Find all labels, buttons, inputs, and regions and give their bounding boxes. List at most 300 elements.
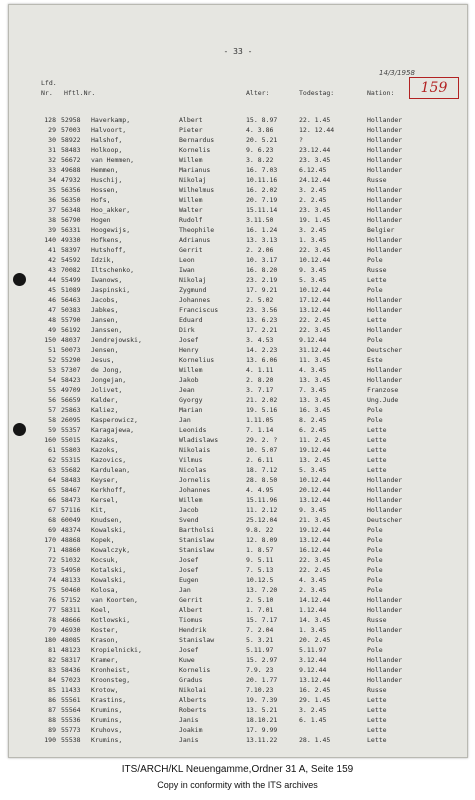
cell-vorname: Jean: [179, 386, 195, 394]
table-row: [9, 415, 467, 425]
cell-name: Haverkamp,: [91, 116, 131, 124]
header-nr: Nr.: [41, 89, 53, 97]
cell-birth-date: 10. 3.17: [246, 256, 278, 264]
cell-lfd: 46: [48, 296, 56, 304]
cell-lfd: 73: [48, 566, 56, 574]
cell-hftl-nr: 55499: [61, 276, 81, 284]
cell-birth-date: 12. 8.09: [246, 536, 278, 544]
table-row: [9, 355, 467, 365]
cell-birth-date: 23. 3.56: [246, 306, 278, 314]
cell-lfd: 87: [48, 706, 56, 714]
cell-lfd: 140: [44, 236, 56, 244]
cell-name: Iltschenko,: [91, 266, 135, 274]
cell-birth-date: 1. 8.57: [246, 546, 274, 554]
table-row: [9, 535, 467, 545]
cell-name: Karagajewa,: [91, 426, 135, 434]
cell-vorname: Iwan: [179, 266, 195, 274]
cell-hftl-nr: 55536: [61, 716, 81, 724]
cell-birth-date: 13.11.22: [246, 736, 278, 744]
table-row: [9, 285, 467, 295]
cell-birth-date: 7. 1.14: [246, 426, 274, 434]
table-row: [9, 595, 467, 605]
cell-hftl-nr: 52958: [61, 116, 81, 124]
cell-nation: Hollander: [367, 326, 403, 334]
cell-name: Kazaks,: [91, 436, 119, 444]
cell-death-date: 10.12.44: [299, 476, 331, 484]
cell-birth-date: 2. 5.10: [246, 596, 274, 604]
cell-lfd: 51: [48, 346, 56, 354]
cell-birth-date: 15.11.14: [246, 206, 278, 214]
cell-lfd: 74: [48, 576, 56, 584]
cell-vorname: Johannes: [179, 486, 211, 494]
cell-hftl-nr: 49709: [61, 386, 81, 394]
cell-vorname: Svend: [179, 516, 199, 524]
cell-death-date: 21. 3.45: [299, 516, 331, 524]
cell-lfd: 68: [48, 516, 56, 524]
cell-nation: Este: [367, 356, 383, 364]
cell-death-date: 4. 3.45: [299, 576, 327, 584]
header-lfd: Lfd.: [41, 79, 57, 87]
cell-lfd: 34: [48, 176, 56, 184]
cell-hftl-nr: 56672: [61, 156, 81, 164]
table-row: [9, 635, 467, 645]
cell-birth-date: 13. 3.13: [246, 236, 278, 244]
cell-death-date: 7. 3.45: [299, 386, 327, 394]
cell-lfd: 42: [48, 256, 56, 264]
cell-death-date: 9.12.44: [299, 666, 327, 674]
cell-hftl-nr: 56192: [61, 326, 81, 334]
cell-name: Kowalski,: [91, 526, 127, 534]
footer-source: ITS/ARCH/KL Neuengamme,Ordner 31 A, Seite 159: [121, 764, 354, 775]
cell-name: Holkoop,: [91, 146, 123, 154]
cell-hftl-nr: 51089: [61, 286, 81, 294]
cell-birth-date: 2. 8.20: [246, 376, 274, 384]
cell-lfd: 150: [44, 336, 56, 344]
cell-name: Krumins,: [91, 736, 123, 744]
cell-birth-date: 15. 2.97: [246, 656, 278, 664]
cell-lfd: 55: [48, 386, 56, 394]
cell-hftl-nr: 47932: [61, 176, 81, 184]
cell-nation: Hollander: [367, 146, 403, 154]
cell-name: Kit,: [91, 506, 107, 514]
cell-vorname: Kornelis: [179, 146, 211, 154]
cell-name: Kotalski,: [91, 566, 127, 574]
cell-nation: Ung.Jude: [367, 396, 399, 404]
table-row: [9, 495, 467, 505]
cell-hftl-nr: 55773: [61, 726, 81, 734]
cell-lfd: 43: [48, 266, 56, 274]
cell-hftl-nr: 50073: [61, 346, 81, 354]
cell-nation: Hollander: [367, 606, 403, 614]
cell-lfd: 78: [48, 616, 56, 624]
cell-vorname: Alberts: [179, 696, 207, 704]
cell-name: Kazovics,: [91, 456, 127, 464]
cell-lfd: 37: [48, 206, 56, 214]
cell-name: Kowalczyk,: [91, 546, 131, 554]
table-row: [9, 215, 467, 225]
cell-nation: Lette: [367, 456, 387, 464]
cell-hftl-nr: 48085: [61, 636, 81, 644]
cell-hftl-nr: 58473: [61, 496, 81, 504]
cell-lfd: 67: [48, 506, 56, 514]
cell-nation: Russe: [367, 616, 387, 624]
cell-death-date: 13. 3.45: [299, 396, 331, 404]
table-row: [9, 735, 467, 745]
cell-nation: Pole: [367, 646, 383, 654]
cell-birth-date: 19. 5.16: [246, 406, 278, 414]
cell-death-date: 16. 3.45: [299, 406, 331, 414]
cell-lfd: 52: [48, 356, 56, 364]
cell-vorname: Gerrit: [179, 596, 203, 604]
cell-lfd: 88: [48, 716, 56, 724]
cell-lfd: 76: [48, 596, 56, 604]
cell-birth-date: 7.9. 23: [246, 666, 274, 674]
cell-hftl-nr: 26095: [61, 416, 81, 424]
cell-hftl-nr: 51032: [61, 556, 81, 564]
cell-death-date: 1.12.44: [299, 606, 327, 614]
cell-vorname: Josef: [179, 646, 199, 654]
table-row: [9, 475, 467, 485]
cell-hftl-nr: 57307: [61, 366, 81, 374]
cell-lfd: 180: [44, 636, 56, 644]
cell-death-date: 9.12.44: [299, 336, 327, 344]
cell-birth-date: 7. 2.04: [246, 626, 274, 634]
cell-vorname: Willem: [179, 496, 203, 504]
cell-hftl-nr: 48123: [61, 646, 81, 654]
cell-nation: Lette: [367, 446, 387, 454]
document-page: [8, 4, 468, 758]
cell-death-date: 4. 3.45: [299, 366, 327, 374]
table-row: [9, 275, 467, 285]
cell-vorname: Albert: [179, 116, 203, 124]
cell-vorname: Janis: [179, 736, 199, 744]
cell-vorname: Willem: [179, 196, 203, 204]
cell-nation: Pole: [367, 536, 383, 544]
cell-lfd: 47: [48, 306, 56, 314]
prisoner-table: [9, 115, 467, 745]
cell-death-date: 3. 2.45: [299, 706, 327, 714]
cell-name: Hoo_akker,: [91, 206, 131, 214]
cell-nation: Hollander: [367, 166, 403, 174]
cell-hftl-nr: 58317: [61, 656, 81, 664]
cell-nation: Pole: [367, 416, 383, 424]
cell-birth-date: 10.12.5: [246, 576, 274, 584]
cell-death-date: 22. 3.45: [299, 246, 331, 254]
cell-lfd: 170: [44, 536, 56, 544]
table-row: [9, 605, 467, 615]
cell-death-date: 10.12.44: [299, 286, 331, 294]
cell-birth-date: 4. 3.86: [246, 126, 274, 134]
cell-death-date: 6. 1.45: [299, 716, 327, 724]
cell-vorname: Jan: [179, 586, 191, 594]
cell-name: Krotow,: [91, 686, 119, 694]
table-row: [9, 615, 467, 625]
cell-death-date: 24.12.44: [299, 176, 331, 184]
cell-death-date: 10.12.44: [299, 256, 331, 264]
cell-hftl-nr: 58467: [61, 486, 81, 494]
cell-vorname: Bartholsi: [179, 526, 215, 534]
cell-vorname: Joakim: [179, 726, 203, 734]
cell-nation: Hollander: [367, 246, 403, 254]
cell-death-date: 11. 3.45: [299, 356, 331, 364]
table-row: [9, 345, 467, 355]
cell-birth-date: 4. 4.95: [246, 486, 274, 494]
table-row: [9, 265, 467, 275]
table-row: [9, 485, 467, 495]
cell-lfd: 31: [48, 146, 56, 154]
cell-lfd: 53: [48, 366, 56, 374]
cell-birth-date: 21. 2.02: [246, 396, 278, 404]
cell-birth-date: 28. 8.50: [246, 476, 278, 484]
cell-lfd: 45: [48, 286, 56, 294]
cell-hftl-nr: 55790: [61, 316, 81, 324]
cell-vorname: Dirk: [179, 326, 195, 334]
cell-nation: Hollander: [367, 376, 403, 384]
cell-hftl-nr: 58311: [61, 606, 81, 614]
cell-birth-date: 19. 7.39: [246, 696, 278, 704]
cell-birth-date: 14. 2.23: [246, 346, 278, 354]
cell-nation: Pole: [367, 526, 383, 534]
table-row: [9, 385, 467, 395]
table-row: [9, 145, 467, 155]
cell-name: Hoogewijs,: [91, 226, 131, 234]
cell-birth-date: 15.11.96: [246, 496, 278, 504]
cell-birth-date: 16. 7.03: [246, 166, 278, 174]
cell-nation: Hollander: [367, 156, 403, 164]
cell-death-date: 5.11.97: [299, 646, 327, 654]
cell-hftl-nr: 56348: [61, 206, 81, 214]
cell-name: Jendrejowski,: [91, 336, 142, 344]
cell-vorname: Stanislaw: [179, 536, 215, 544]
cell-lfd: 86: [48, 696, 56, 704]
cell-nation: Hollander: [367, 196, 403, 204]
cell-birth-date: 18.10.21: [246, 716, 278, 724]
cell-vorname: Kuwe: [179, 656, 195, 664]
cell-birth-date: 15. 8.97: [246, 116, 278, 124]
cell-nation: Hollander: [367, 476, 403, 484]
cell-name: Jensen,: [91, 346, 119, 354]
cell-birth-date: 7.10.23: [246, 686, 274, 694]
cell-lfd: 48: [48, 316, 56, 324]
cell-name: Hemmen,: [91, 166, 119, 174]
cell-vorname: Jakob: [179, 376, 199, 384]
cell-hftl-nr: 57116: [61, 506, 81, 514]
cell-death-date: 13.12.44: [299, 536, 331, 544]
cell-death-date: 13.12.44: [299, 496, 331, 504]
cell-vorname: Jan: [179, 416, 191, 424]
cell-birth-date: 15. 7.17: [246, 616, 278, 624]
cell-birth-date: 17. 9.21: [246, 286, 278, 294]
table-row: [9, 165, 467, 175]
cell-death-date: 17.12.44: [299, 296, 331, 304]
cell-hftl-nr: 58483: [61, 476, 81, 484]
table-row: [9, 175, 467, 185]
cell-name: Kropielnicki,: [91, 646, 142, 654]
cell-name: van Koorten,: [91, 596, 138, 604]
cell-lfd: 89: [48, 726, 56, 734]
cell-death-date: 13. 3.45: [299, 376, 331, 384]
cell-hftl-nr: 55803: [61, 446, 81, 454]
table-row: [9, 645, 467, 655]
cell-hftl-nr: 58397: [61, 246, 81, 254]
cell-nation: Pole: [367, 406, 383, 414]
cell-name: Kasperowicz,: [91, 416, 138, 424]
table-row: [9, 565, 467, 575]
cell-lfd: 62: [48, 456, 56, 464]
cell-hftl-nr: 58922: [61, 136, 81, 144]
cell-name: Kalder,: [91, 396, 119, 404]
cell-birth-date: 10. 5.07: [246, 446, 278, 454]
table-row: [9, 315, 467, 325]
cell-name: Kaliez,: [91, 406, 119, 414]
cell-nation: Hollander: [367, 306, 403, 314]
cell-name: Kardulean,: [91, 466, 131, 474]
cell-name: de Jong,: [91, 366, 123, 374]
cell-hftl-nr: 55564: [61, 706, 81, 714]
cell-lfd: 77: [48, 606, 56, 614]
cell-vorname: Albert: [179, 606, 203, 614]
cell-nation: Hollander: [367, 296, 403, 304]
cell-vorname: Josef: [179, 336, 199, 344]
cell-vorname: Eugen: [179, 576, 199, 584]
cell-death-date: 5. 3.45: [299, 276, 327, 284]
cell-nation: Hollander: [367, 506, 403, 514]
cell-name: Koel,: [91, 606, 111, 614]
cell-vorname: Marianus: [179, 166, 211, 174]
cell-birth-date: 10.11.16: [246, 176, 278, 184]
cell-nation: Lette: [367, 736, 387, 744]
cell-vorname: Kornelis: [179, 666, 211, 674]
table-row: [9, 455, 467, 465]
cell-name: Krastins,: [91, 696, 127, 704]
cell-death-date: 12. 12.44: [299, 126, 335, 134]
table-row: [9, 325, 467, 335]
cell-vorname: Hendrik: [179, 626, 207, 634]
cell-lfd: 41: [48, 246, 56, 254]
cell-hftl-nr: 48666: [61, 616, 81, 624]
cell-nation: Lette: [367, 466, 387, 474]
cell-lfd: 83: [48, 666, 56, 674]
cell-nation: Deutscher: [367, 346, 403, 354]
cell-vorname: Johannes: [179, 296, 211, 304]
cell-name: Kotlowski,: [91, 616, 131, 624]
cell-birth-date: 1. 7.01: [246, 606, 274, 614]
cell-birth-date: 3. 4.53: [246, 336, 274, 344]
cell-vorname: Leon: [179, 256, 195, 264]
cell-nation: Pole: [367, 336, 383, 344]
date-stamp: 14/3/1958: [379, 69, 415, 77]
cell-nation: Russe: [367, 686, 387, 694]
table-row: [9, 375, 467, 385]
cell-name: Hofkens,: [91, 236, 123, 244]
table-row: [9, 395, 467, 405]
table-row: [9, 245, 467, 255]
cell-hftl-nr: 58423: [61, 376, 81, 384]
cell-birth-date: 13. 7.20: [246, 586, 278, 594]
cell-lfd: 69: [48, 526, 56, 534]
cell-birth-date: 17. 2.21: [246, 326, 278, 334]
cell-name: Krason,: [91, 636, 119, 644]
table-row: [9, 205, 467, 215]
cell-nation: Lette: [367, 726, 387, 734]
cell-hftl-nr: 48133: [61, 576, 81, 584]
cell-nation: Hollander: [367, 216, 403, 224]
cell-name: Kroonsteg,: [91, 676, 131, 684]
cell-name: Jacobs,: [91, 296, 119, 304]
cell-vorname: Kornelius: [179, 356, 215, 364]
cell-name: Halshof,: [91, 136, 123, 144]
cell-lfd: 190: [44, 736, 56, 744]
cell-birth-date: 13. 6.23: [246, 316, 278, 324]
cell-death-date: 2. 2.45: [299, 196, 327, 204]
cell-birth-date: 7. 5.13: [246, 566, 274, 574]
cell-name: Hossen,: [91, 186, 119, 194]
cell-name: Krumins,: [91, 716, 123, 724]
cell-hftl-nr: 49688: [61, 166, 81, 174]
cell-hftl-nr: 60049: [61, 516, 81, 524]
cell-nation: Russe: [367, 266, 387, 274]
cell-vorname: Henry: [179, 346, 199, 354]
cell-birth-date: 20. 1.77: [246, 676, 278, 684]
cell-death-date: 13.12.44: [299, 306, 331, 314]
cell-death-date: 20. 2.45: [299, 636, 331, 644]
cell-lfd: 61: [48, 446, 56, 454]
cell-vorname: Franciscus: [179, 306, 219, 314]
cell-hftl-nr: 55290: [61, 356, 81, 364]
cell-lfd: 57: [48, 406, 56, 414]
cell-name: Hutshoff,: [91, 246, 127, 254]
cell-lfd: 85: [48, 686, 56, 694]
cell-hftl-nr: 46930: [61, 626, 81, 634]
cell-vorname: Gradus: [179, 676, 203, 684]
cell-hftl-nr: 55015: [61, 436, 81, 444]
table-row: [9, 695, 467, 705]
cell-birth-date: 23. 2.19: [246, 276, 278, 284]
table-row: [9, 685, 467, 695]
cell-hftl-nr: 56350: [61, 196, 81, 204]
cell-death-date: 1. 3.45: [299, 626, 327, 634]
cell-hftl-nr: 70082: [61, 266, 81, 274]
table-row: [9, 575, 467, 585]
cell-vorname: Stanislaw: [179, 546, 215, 554]
table-row: [9, 405, 467, 415]
header-hftl-nr: Hftl.Nr.: [64, 89, 96, 97]
table-row: [9, 525, 467, 535]
cell-hftl-nr: 56356: [61, 186, 81, 194]
cell-death-date: 22. 3.45: [299, 326, 331, 334]
cell-name: Kazoks,: [91, 446, 119, 454]
cell-hftl-nr: 50383: [61, 306, 81, 314]
table-row: [9, 185, 467, 195]
cell-nation: Hollander: [367, 486, 403, 494]
footer-copy-note: Copy in conformity with the ITS archives: [157, 780, 318, 790]
cell-death-date: 1. 3.45: [299, 236, 327, 244]
cell-nation: Pole: [367, 286, 383, 294]
cell-death-date: 23.12.44: [299, 146, 331, 154]
cell-nation: Pole: [367, 566, 383, 574]
cell-death-date: 19.12.44: [299, 446, 331, 454]
cell-death-date: 14.12.44: [299, 596, 331, 604]
cell-lfd: 79: [48, 626, 56, 634]
cell-vorname: Eduard: [179, 316, 203, 324]
table-row: [9, 725, 467, 735]
table-row: [9, 125, 467, 135]
cell-lfd: 38: [48, 216, 56, 224]
cell-vorname: Stanislaw: [179, 636, 215, 644]
cell-death-date: 13. 2.45: [299, 456, 331, 464]
cell-hftl-nr: 48868: [61, 536, 81, 544]
cell-name: Krumins,: [91, 706, 123, 714]
